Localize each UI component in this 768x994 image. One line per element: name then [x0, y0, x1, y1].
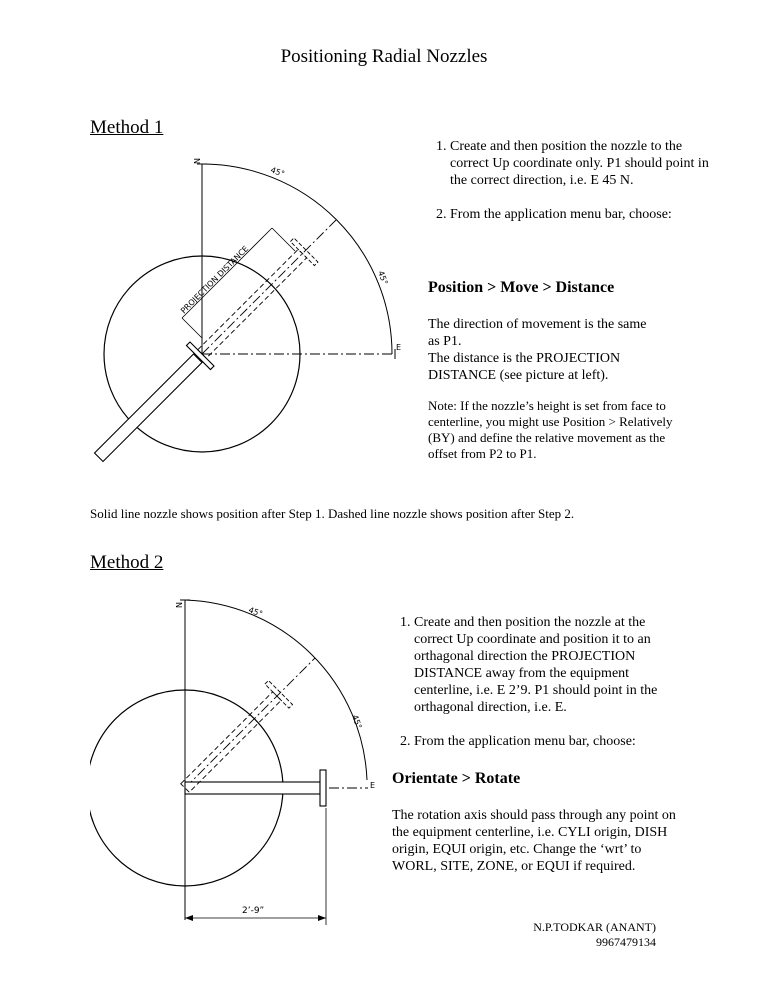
method2-step-2: 2. From the application menu bar, choose: — [414, 733, 682, 750]
method1-step-1: 1. Create and then position the nozzle to the correct Up coordinate only. P1 should point in the correct direction, i.e. E 45 N. — [450, 138, 718, 189]
angle-label-top: 45° — [269, 165, 286, 179]
method1-para2: The distance is the PROJECTION DISTANCE (see picture at left). — [428, 351, 621, 383]
method2-heading: Method 2 — [90, 552, 164, 573]
method1-heading: Method 1 — [90, 117, 164, 138]
author-signature — [470, 920, 656, 950]
method1-diagram — [90, 150, 420, 470]
method1-step-2: 2. From the application menu bar, choose: — [450, 206, 718, 223]
projection-distance-label: PROJECTION DISTANCE — [179, 244, 251, 316]
method2-menu-path: Orientate > Rotate — [392, 770, 521, 787]
method2-para: The rotation axis should pass through any point on the equipment centerline, i.e. CYLI origin, DISH origin, EQUI origin, etc. Change the ‘wrt’ to WORL, SITE, ZONE, or EQUI if required. — [392, 808, 676, 874]
method1-note: Note: If the nozzle’s height is set from face to centerline, you might use Position > Relatively (BY) and define the relative movement as the offset from P2 to P1. — [428, 398, 673, 461]
p1-direction-line — [185, 658, 315, 788]
method2-steps — [392, 614, 682, 750]
method1-para1: The direction of movement is the same as P1. — [428, 317, 647, 349]
east-label: E — [370, 781, 376, 790]
method1-steps — [428, 138, 718, 223]
page-title: Positioning Radial Nozzles — [280, 46, 488, 67]
nozzle-solid — [90, 342, 214, 469]
north-label: N — [193, 158, 202, 164]
p1-direction-line — [202, 220, 336, 354]
angle-label-top: 45° — [247, 605, 264, 619]
east-label: E — [396, 343, 402, 352]
method1-menu-path: Position > Move > Distance — [428, 279, 615, 296]
author-name: N.P.TODKAR (ANANT) — [533, 920, 656, 934]
method2-diagram — [90, 590, 390, 930]
north-label: N — [175, 602, 184, 608]
dimension-label: 2’-9” — [242, 906, 265, 916]
figure-caption: Solid line nozzle shows position after Step 1. Dashed line nozzle shows position after Step 2. — [90, 506, 575, 521]
angle-label-side: 45° — [376, 269, 390, 287]
angle-label-side: 45° — [350, 713, 364, 731]
method2-step-1: 1. Create and then position the nozzle at the correct Up coordinate and position it to an orthagonal direction the PROJECTION DISTANCE away from the equipment centerline, i.e. E 2’9. P1 should point in the orthagonal direction, i.e. E. — [414, 614, 682, 716]
author-phone: 9967479134 — [596, 935, 656, 949]
